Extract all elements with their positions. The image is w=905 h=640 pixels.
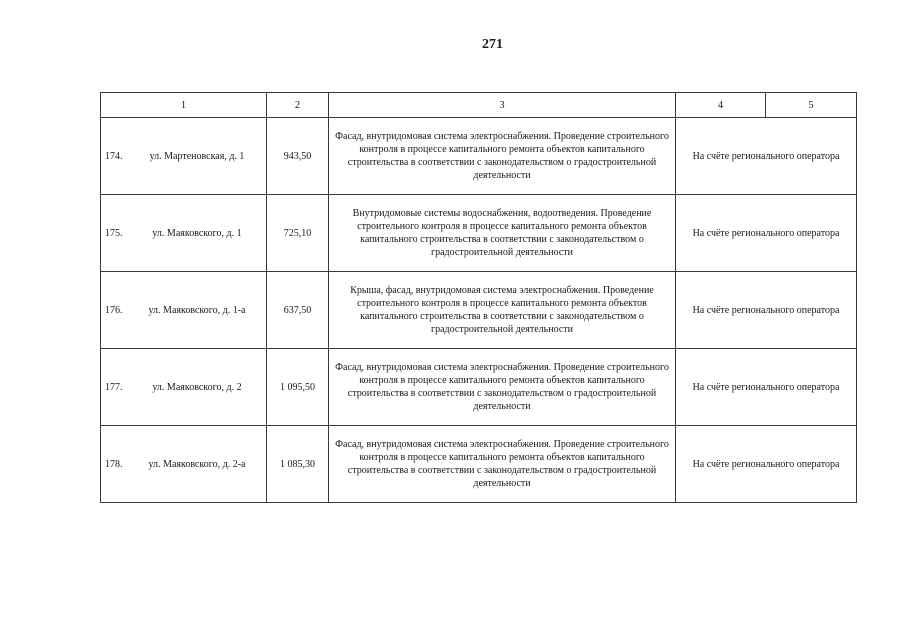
- column-header-3: 3: [329, 93, 676, 118]
- address-cell: [101, 272, 267, 349]
- address-cell: [101, 426, 267, 503]
- account-cell: На счёте регионального оператора: [676, 349, 857, 426]
- works-cell: Внутридомовые системы водоснабжения, водоотведения. Проведение строительного контроля в процессе капитального ремонта объектов капитального строительства в соответствии с законодательством о градостроительной деятельности: [329, 195, 676, 272]
- amount-cell: 943,50: [267, 118, 329, 195]
- address: ул. Маяковского, д. 1: [152, 227, 242, 239]
- account-cell: На счёте регионального оператора: [676, 195, 857, 272]
- account-cell: На счёте регионального оператора: [676, 272, 857, 349]
- table-row: [101, 195, 857, 272]
- address-cell: [101, 118, 267, 195]
- page-number: 271: [482, 37, 503, 52]
- table-row: [101, 272, 857, 349]
- document-table: [100, 92, 857, 503]
- address-cell: [101, 349, 267, 426]
- table-row: [101, 118, 857, 195]
- amount-cell: 637,50: [267, 272, 329, 349]
- amount-cell: 1 085,30: [267, 426, 329, 503]
- table-row: [101, 349, 857, 426]
- row-number: 176.: [105, 304, 123, 316]
- column-header-1: 1: [101, 93, 267, 118]
- amount-cell: 725,10: [267, 195, 329, 272]
- address: ул. Маяковского, д. 2-а: [148, 458, 246, 470]
- address: ул. Маяковского, д. 1-а: [148, 304, 246, 316]
- address-cell: [101, 195, 267, 272]
- column-header-5: 5: [766, 93, 857, 118]
- account-cell: На счёте регионального оператора: [676, 426, 857, 503]
- works-cell: Фасад, внутридомовая система электроснабжения. Проведение строительного контроля в процессе капитального ремонта объектов капитального строительства в соответствии с законодательством о градостроительной деятельности: [329, 118, 676, 195]
- row-number: 177.: [105, 381, 123, 393]
- row-number: 175.: [105, 227, 123, 239]
- amount-cell: 1 095,50: [267, 349, 329, 426]
- address: ул. Маяковского, д. 2: [152, 381, 242, 393]
- column-header-2: 2: [267, 93, 329, 118]
- works-cell: Крыша, фасад, внутридомовая система электроснабжения. Проведение строительного контроля в процессе капитального ремонта объектов капитального строительства в соответствии с законодательством о градостроительной деятельности: [329, 272, 676, 349]
- column-header-4: 4: [676, 93, 766, 118]
- works-cell: Фасад, внутридомовая система электроснабжения. Проведение строительного контроля в процессе капитального ремонта объектов капитального строительства в соответствии с законодательством о градостроительной деятельности: [329, 349, 676, 426]
- row-number: 178.: [105, 458, 123, 470]
- row-number: 174.: [105, 150, 123, 162]
- account-cell: На счёте регионального оператора: [676, 118, 857, 195]
- table-header-row: [101, 93, 857, 118]
- address: ул. Мартеновская, д. 1: [149, 150, 245, 162]
- works-cell: Фасад, внутридомовая система электроснабжения. Проведение строительного контроля в процессе капитального ремонта объектов капитального строительства в соответствии с законодательством о градостроительной деятельности: [329, 426, 676, 503]
- table-row: [101, 426, 857, 503]
